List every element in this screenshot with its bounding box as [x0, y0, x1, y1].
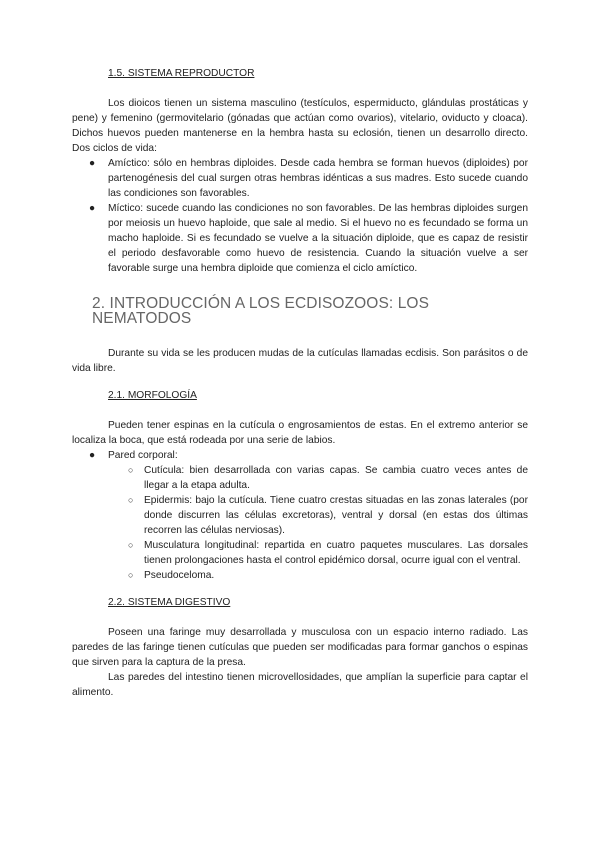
heading-2: 2. INTRODUCCIÓN A LOS ECDISOZOOS: LOS NEMATODOS: [92, 295, 430, 327]
sub-bullet-icon: ○: [128, 540, 134, 550]
paragraph-ecdisozoos-intro: Durante su vida se les producen mudas de la cutículas llamadas ecdisis. Son parásitos o de vida libre.: [72, 348, 528, 374]
heading-2-2: 2.2. SISTEMA DIGESTIVO: [108, 597, 231, 608]
list-item-text: Pared corporal:: [108, 450, 178, 461]
paragraph-digestivo-1: Poseen una faringe muy desarrollada y musculosa con un espacio interno radiado. Las paredes de las faringe tienen cutículas que pueden ser modificadas para formar ganchos o espinas que sirven para la captura de la presa.: [72, 627, 528, 668]
list-item: [72, 201, 528, 276]
list-item-text: Míctico: sucede cuando las condiciones no son favorables. De las hembras diploides surgen por meiosis un huevo haploide, que sale al medio. Si el huevo no es fecundado se forma un macho haploide. Si es fecundado se vuelve a la situación diploide, que es capaz de resistir el periodo desfavorable como huevo de resistencia. Cuando la situación vuelve a ser favorable surge una hembra diploide que comienza el ciclo amíctico.: [108, 203, 528, 274]
bullet-icon: ●: [89, 203, 96, 214]
heading-1-5: 1.5. SISTEMA REPRODUCTOR: [108, 68, 255, 79]
paragraph-digestivo-2: Las paredes del intestino tienen microvellosidades, que amplían la superficie para captar el alimento.: [72, 672, 528, 698]
list-item-text: Amíctico: sólo en hembras diploides. Desde cada hembra se forman huevos (diploides) por partenogénesis del cual surgen otras hembras idénticas a sus madres. Esto sucede cuando las condiciones son favorables.: [108, 158, 528, 199]
sub-bullet-icon: ○: [128, 570, 134, 580]
bullet-list-morfologia: [72, 448, 528, 583]
paragraph-morfologia-intro: Pueden tener espinas en la cutícula o engrosamientos de estas. En el extremo anterior se localiza la boca, que está rodeada por una serie de labios.: [72, 420, 528, 446]
list-item: [72, 156, 528, 201]
bullet-icon: ●: [89, 450, 96, 461]
sub-list-item-text: Pseudoceloma.: [144, 570, 215, 581]
sub-list-item: [72, 463, 528, 493]
sub-list-item-text: Musculatura longitudinal: repartida en cuatro paquetes musculares. Las dorsales tienen prolongaciones hasta el control epidémico dorsal, ocurre igual con el ventral.: [144, 540, 528, 566]
sub-bullet-icon: ○: [128, 465, 134, 475]
sub-bullet-icon: ○: [128, 495, 134, 505]
sub-list-item: [72, 493, 528, 538]
heading-2-1: 2.1. MORFOLOGÍA: [108, 390, 197, 401]
sub-list-item-text: Epidermis: bajo la cutícula. Tiene cuatro crestas situadas en las zonas laterales (por donde discurren las células excretoras), ventral y dorsal (en estas dos últimas recorren las células nerviosas).: [144, 495, 528, 536]
sub-list-item: [72, 568, 528, 583]
sub-list-item-text: Cutícula: bien desarrollada con varias capas. Se cambia cuatro veces antes de llegar a la etapa adulta.: [144, 465, 528, 491]
list-item: [72, 448, 528, 463]
document-page: [72, 66, 528, 700]
bullet-icon: ●: [89, 158, 96, 169]
paragraph-reproductor-intro: Los dioicos tienen un sistema masculino (testículos, espermiducto, glándulas prostáticas y pene) y femenino (germovitelario (gónadas que actúan como ovarios), vitelario, oviducto y cloaca). Dichos huevos pueden mantenerse en la hembra hasta su eclosión, tienen un desarrollo directo. Dos ciclos de vida:: [72, 98, 528, 154]
sub-list-item: [72, 538, 528, 568]
bullet-list-ciclos: [72, 156, 528, 276]
